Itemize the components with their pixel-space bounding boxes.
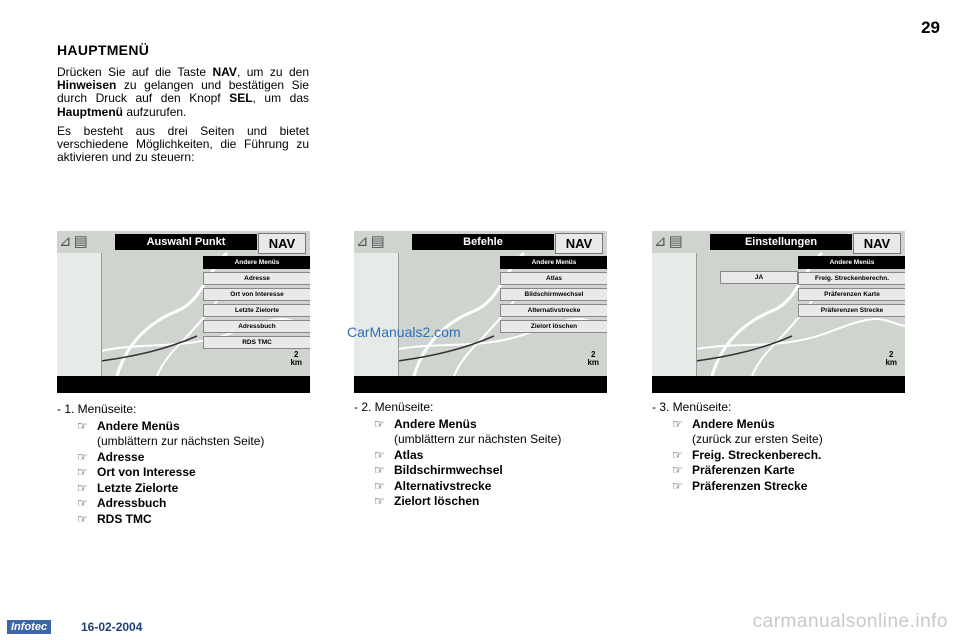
pointing-hand-icon: ☞ — [374, 417, 385, 431]
page-number: 29 — [921, 18, 940, 37]
screen-title: Befehle — [412, 234, 554, 250]
list-item: ☞ Präferenzen Karte — [672, 463, 795, 477]
compass-signal-icon: ⊿▤ — [654, 233, 685, 250]
pointing-hand-icon: ☞ — [77, 419, 88, 433]
list-item: ☞ Präferenzen Strecke — [672, 478, 808, 493]
compass-signal-icon: ⊿▤ — [356, 233, 387, 250]
map-scale: 2 km — [885, 350, 897, 367]
pointing-hand-icon: ☞ — [672, 417, 683, 431]
list-item: ☞ Bildschirmwechsel — [374, 463, 503, 477]
watermark-carmanualsonline: carmanualsonline.info — [752, 611, 948, 632]
nav-screen-einstellungen — [652, 231, 905, 393]
item-note: (umblättern zur nächsten Seite) — [97, 433, 265, 448]
ja-option[interactable]: JA — [720, 271, 798, 284]
list-item: ☞ Adressbuch — [77, 496, 167, 510]
pointing-hand-icon: ☞ — [77, 449, 88, 464]
footer-date: 16-02-2004 — [81, 620, 143, 634]
item-note: (umblättern zur nächsten Seite) — [394, 431, 562, 446]
pointing-hand-icon: ☞ — [374, 447, 385, 462]
list-item: ☞ Freig. Streckenberech. — [672, 447, 822, 462]
menu-page-3-list — [652, 400, 823, 494]
pointing-hand-icon: ☞ — [77, 465, 88, 479]
menu-item-letzte-zielorte[interactable]: Letzte Zielorte — [203, 304, 310, 317]
pointing-hand-icon: ☞ — [374, 463, 385, 477]
list-item: ☞ RDS TMC — [77, 511, 152, 526]
menu-item-freig-streckenberechn[interactable]: Freig. Streckenberechn. — [798, 272, 905, 285]
screen-menu — [203, 256, 310, 352]
menu-page-2-list — [354, 400, 561, 510]
list-item: ☞ Letzte Zielorte — [77, 480, 179, 495]
menu-item-praferenzen-karte[interactable]: Präferenzen Karte — [798, 288, 905, 301]
pointing-hand-icon: ☞ — [374, 494, 385, 508]
nav-screen-auswahl-punkt — [57, 231, 310, 393]
map-scale: 2 km — [587, 350, 599, 367]
menu-item-andere-menus[interactable]: Andere Menüs — [203, 256, 310, 269]
nav-button[interactable]: NAV — [258, 233, 306, 254]
menu-page-caption: - 1. Menüseite: — [57, 402, 137, 416]
menu-item-ort-von-interesse[interactable]: Ort von Interesse — [203, 288, 310, 301]
list-item: ☞ Andere Menüs (umblättern zur nächsten Seite) — [374, 417, 562, 446]
intro-text — [57, 66, 309, 170]
list-item: ☞ Andere Menüs (umblättern zur nächsten Seite) — [77, 419, 265, 448]
map-scale: 2 km — [290, 350, 302, 367]
list-item: ☞ Zielort löschen — [374, 494, 480, 508]
section-heading: HAUPTMENÜ — [57, 42, 150, 58]
pointing-hand-icon: ☞ — [672, 478, 683, 493]
infotec-logo: Infotec — [7, 620, 51, 634]
list-item: ☞ Atlas — [374, 447, 424, 462]
pointing-hand-icon: ☞ — [77, 496, 88, 510]
pointing-hand-icon: ☞ — [374, 478, 385, 493]
menu-item-andere-menus[interactable]: Andere Menüs — [798, 256, 905, 269]
menu-page-1-list — [57, 402, 264, 527]
menu-item-adressbuch[interactable]: Adressbuch — [203, 320, 310, 333]
nav-button[interactable]: NAV — [555, 233, 603, 254]
screen-title: Auswahl Punkt — [115, 234, 257, 250]
map-side-panel — [57, 253, 102, 376]
menu-item-alternativstrecke[interactable]: Alternativstrecke — [500, 304, 607, 317]
map-side-panel — [652, 253, 697, 376]
nav-screen-befehle — [354, 231, 607, 393]
pointing-hand-icon: ☞ — [77, 511, 88, 526]
menu-item-adresse[interactable]: Adresse — [203, 272, 310, 285]
screen-title: Einstellungen — [710, 234, 852, 250]
menu-item-atlas[interactable]: Atlas — [500, 272, 607, 285]
menu-item-zielort-loschen[interactable]: Zielort löschen — [500, 320, 607, 333]
pointing-hand-icon: ☞ — [672, 463, 683, 477]
list-item: ☞ Ort von Interesse — [77, 465, 196, 479]
menu-item-praferenzen-strecke[interactable]: Präferenzen Strecke — [798, 304, 905, 317]
list-item: ☞ Andere Menüs (zurück zur ersten Seite) — [672, 417, 823, 446]
item-note: (zurück zur ersten Seite) — [692, 431, 823, 446]
pointing-hand-icon: ☞ — [77, 480, 88, 495]
pointing-hand-icon: ☞ — [672, 447, 683, 462]
compass-signal-icon: ⊿▤ — [59, 233, 90, 250]
menu-page-caption: - 2. Menüseite: — [354, 400, 434, 414]
intro-paragraph-1: Drücken Sie auf die Taste NAV, um zu den Hinweisen zu gelangen und bestätigen Sie durch Druck auf den Knopf SEL, um das Hauptmenü aufzurufen. — [57, 65, 310, 119]
menu-item-andere-menus[interactable]: Andere Menüs — [500, 256, 607, 269]
screen-menu — [798, 256, 905, 320]
intro-paragraph-2: Es besteht aus drei Seiten und bietet verschiedene Möglichkeiten, die Führung zu aktivieren und zu steuern: — [57, 123, 309, 165]
menu-item-rds-tmc[interactable]: RDS TMC — [203, 336, 310, 349]
map-side-panel — [354, 253, 399, 376]
menu-item-bildschirmwechsel[interactable]: Bildschirmwechsel — [500, 288, 607, 301]
list-item: ☞ Alternativstrecke — [374, 478, 492, 493]
menu-page-caption: - 3. Menüseite: — [652, 400, 732, 414]
nav-button[interactable]: NAV — [853, 233, 901, 254]
screen-menu — [500, 256, 607, 336]
watermark-carmanuals: CarManuals2.com — [347, 324, 461, 340]
list-item: ☞ Adresse — [77, 449, 145, 464]
